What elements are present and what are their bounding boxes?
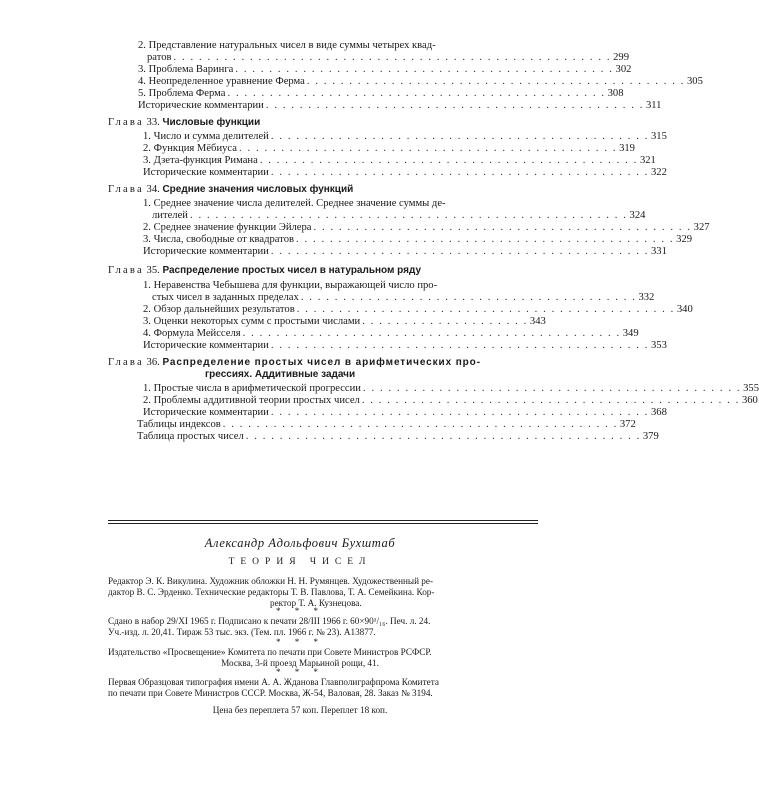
- leader-dots: . . . . . . . . . . . . . . . . . . . . . . . . . . . . . . . . . . . . . . . .: [300, 292, 637, 303]
- toc-entry: стых чисел в заданных пределах . . . . . . . . . . . . . . . . . . . . . . . . . . . . . . . . . . . . . . . . 332: [152, 292, 655, 303]
- page-number: 315: [650, 131, 667, 142]
- leader-dots: . . . . . . . . . . . . . . . . . . . . . . . . . . . . . . . . . . . . . . . . . . . . .: [270, 407, 649, 418]
- leader-dots: . . . . . . . . . . . . . . . . . . . . . . . . . . . . . . . . . . . . . . . . . . . . . . .: [245, 431, 641, 442]
- page-number: 305: [687, 76, 703, 87]
- leader-dots: . . . . . . . . . . . . . . . . . . . .: [362, 316, 528, 327]
- print-details: Уч.-изд. л. 20,41. Тираж 53 тыс. экз. (Тем. пл. 1966 г. № 23). А13877.: [108, 627, 376, 637]
- leader-dots: . . . . . . . . . . . . . . . . . . . . . . . . . . . . . . . . . . . . . . . . . . . . . . . . . . . .: [173, 52, 612, 63]
- toc-entry: Исторические комментарии . . . . . . . . . . . . . . . . . . . . . . . . . . . . . . . . . . . . . . . . . . . . . 331: [143, 246, 667, 257]
- book-title: ТЕОРИЯ ЧИСЕЛ: [228, 557, 372, 567]
- editors-credit: Редактор Э. К. Викулина. Художник обложки Н. Н. Румянцев. Художественный ре-: [108, 576, 434, 586]
- leader-dots: . . . . . . . . . . . . . . . . . . . . . . . . . . . . . . . . . . . . . . . . . . . . .: [362, 383, 742, 394]
- separator-stars: * * *: [276, 637, 324, 647]
- page-number: 340: [676, 304, 693, 315]
- publisher-info: Издательство «Просвещение» Комитета по печати при Совете Министров РСФСР.: [108, 647, 432, 657]
- page-number: 322: [650, 167, 667, 178]
- chapter-heading: Глава 35. Распределение простых чисел в натуральном ряду: [108, 265, 422, 276]
- leader-dots: . . . . . . . . . . . . . . . . . . . . . . . . . . . . . . . . . . . . . . . . . . . . .: [313, 222, 692, 233]
- leader-dots: . . . . . . . . . . . . . . . . . . . . . . . . . . . . . . . . . . . . . . . . . . . . .: [270, 246, 649, 257]
- price-info: Цена без переплета 57 коп. Переплет 18 коп.: [212, 705, 388, 715]
- page-number: 332: [638, 292, 655, 303]
- page-number: 324: [629, 210, 646, 221]
- toc-entry: Исторические комментарии . . . . . . . . . . . . . . . . . . . . . . . . . . . . . . . . . . . . . . . . . . . . . 311: [138, 100, 662, 111]
- toc-entry: ратов . . . . . . . . . . . . . . . . . . . . . . . . . . . . . . . . . . . . . . . . . . . . . . . . . . . . 299: [147, 52, 629, 63]
- print-details: Сдано в набор 29/XI 1965 г. Подписано к печати 28/III 1966 г. 60×90¹/₁₆. Печ. л. 24.: [108, 616, 431, 626]
- leader-dots: . . . . . . . . . . . . . . . . . . . . . . . . . . . . . . . . . . . . . . . . . . . . . . . . . . . .: [189, 210, 628, 221]
- toc-entry: 1. Неравенства Чебышева для функции, выражающей число про-: [143, 280, 438, 291]
- separator-stars: * * *: [276, 667, 324, 677]
- toc-entry: лителей . . . . . . . . . . . . . . . . . . . . . . . . . . . . . . . . . . . . . . . . . . . . . . . . . . . . 324: [152, 210, 646, 221]
- toc-entry: 2. Обзор дальнейших результатов . . . . . . . . . . . . . . . . . . . . . . . . . . . . . . . . . . . . . . . . . . . . . 340: [143, 304, 693, 315]
- page-number: 321: [639, 155, 656, 166]
- leader-dots: . . . . . . . . . . . . . . . . . . . . . . . . . . . . . . . . . . . . . . . . . . . . .: [242, 328, 621, 339]
- printer-info: по печати при Совете Министров СССР. Москва, Ж-54, Валовая, 28. Заказ № 3194.: [108, 688, 433, 698]
- separator-stars: * * *: [276, 606, 324, 616]
- toc-entry: 4. Формула Мейсселя . . . . . . . . . . . . . . . . . . . . . . . . . . . . . . . . . . . . . . . . . . . . . 349: [143, 328, 639, 339]
- page-number: 311: [645, 100, 662, 111]
- page-number: 308: [607, 88, 624, 99]
- chapter-heading-continuation: грессиях. Аддитивные задачи: [205, 369, 356, 380]
- page-number: 368: [650, 407, 667, 418]
- toc-entry: Таблица простых чисел . . . . . . . . . . . . . . . . . . . . . . . . . . . . . . . . . . . . . . . . . . . . . . . 379: [137, 431, 659, 442]
- toc-entry: 2. Функция Мёбиуса . . . . . . . . . . . . . . . . . . . . . . . . . . . . . . . . . . . . . . . . . . . . . 319: [143, 143, 635, 154]
- toc-entry: 2. Проблемы аддитивной теории простых чисел . . . . . . . . . . . . . . . . . . . . . . . . . . . . . . . . . . . . . . . . . . . . . 360: [143, 395, 758, 406]
- page-number: 360: [741, 395, 758, 406]
- toc-entry: 1. Среднее значение числа делителей. Среднее значение суммы де-: [143, 198, 446, 209]
- toc-entry: 2. Среднее значение функции Эйлера . . . . . . . . . . . . . . . . . . . . . . . . . . . . . . . . . . . . . . . . . . . . . 327: [143, 222, 710, 233]
- leader-dots: . . . . . . . . . . . . . . . . . . . . . . . . . . . . . . . . . . . . . . . . . . . . .: [235, 64, 614, 75]
- toc-entry: 3. Дзета-функция Римана . . . . . . . . . . . . . . . . . . . . . . . . . . . . . . . . . . . . . . . . . . . . . 321: [143, 155, 656, 166]
- leader-dots: . . . . . . . . . . . . . . . . . . . . . . . . . . . . . . . . . . . . . . . . . . . . .: [296, 234, 675, 245]
- page-number: 302: [615, 64, 632, 75]
- page-number: 372: [619, 419, 636, 430]
- divider-rule: [108, 523, 538, 524]
- chapter-heading: Глава 33. Числовые функции: [108, 117, 261, 128]
- chapter-heading: Глава 34. Средние значения числовых функций: [108, 184, 354, 195]
- page-number: 343: [529, 316, 546, 327]
- toc-entry: Исторические комментарии . . . . . . . . . . . . . . . . . . . . . . . . . . . . . . . . . . . . . . . . . . . . . 368: [143, 407, 667, 418]
- leader-dots: . . . . . . . . . . . . . . . . . . . . . . . . . . . . . . . . . . . . . . . . . . . . .: [227, 88, 606, 99]
- leader-dots: . . . . . . . . . . . . . . . . . . . . . . . . . . . . . . . . . . . . . . . . . . . . .: [238, 143, 618, 154]
- editors-credit: дактор В. С. Эрденко. Технические редакторы Т. В. Павлова, Т. А. Семейкина. Кор-: [108, 587, 435, 597]
- leader-dots: . . . . . . . . . . . . . . . . . . . . . . . . . . . . . . . . . . . . . . . . . . . . .: [306, 76, 685, 87]
- toc-entry: Исторические комментарии . . . . . . . . . . . . . . . . . . . . . . . . . . . . . . . . . . . . . . . . . . . . . 322: [143, 167, 667, 178]
- page-number: 329: [676, 234, 693, 245]
- toc-entry: 4. Неопределенное уравнение Ферма . . . . . . . . . . . . . . . . . . . . . . . . . . . . . . . . . . . . . . . . . . . . . 305: [138, 76, 703, 87]
- toc-entry: 3. Числа, свободные от квадратов . . . . . . . . . . . . . . . . . . . . . . . . . . . . . . . . . . . . . . . . . . . . . 329: [143, 234, 693, 245]
- page-number: 379: [642, 431, 659, 442]
- leader-dots: . . . . . . . . . . . . . . . . . . . . . . . . . . . . . . . . . . . . . . . . . . . . .: [265, 100, 644, 111]
- page-number: 299: [613, 52, 629, 63]
- publisher-info: Москва, 3-й проезд Марьиной рощи, 41.: [221, 658, 379, 668]
- toc-entry: 1. Число и сумма делителей . . . . . . . . . . . . . . . . . . . . . . . . . . . . . . . . . . . . . . . . . . . . . 315: [143, 131, 667, 142]
- leader-dots: . . . . . . . . . . . . . . . . . . . . . . . . . . . . . . . . . . . . . . . . . . . . .: [270, 131, 649, 142]
- page-number: 331: [650, 246, 667, 257]
- leader-dots: . . . . . . . . . . . . . . . . . . . . . . . . . . . . . . . . . . . . . . . . . . . . .: [259, 155, 638, 166]
- leader-dots: . . . . . . . . . . . . . . . . . . . . . . . . . . . . . . . . . . . . . . . . . . . . .: [296, 304, 675, 315]
- page-number: 319: [619, 143, 635, 154]
- toc-entry: Исторические комментарии . . . . . . . . . . . . . . . . . . . . . . . . . . . . . . . . . . . . . . . . . . . . . 353: [143, 340, 667, 351]
- toc-entry: 1. Простые числа в арифметической прогрессии . . . . . . . . . . . . . . . . . . . . . . . . . . . . . . . . . . . . . . . . . . . . . 355: [143, 383, 759, 394]
- chapter-heading: Глава 36. Распределение простых чисел в арифметических про-: [108, 357, 481, 368]
- toc-entry: 5. Проблема Ферма . . . . . . . . . . . . . . . . . . . . . . . . . . . . . . . . . . . . . . . . . . . . . 308: [138, 88, 624, 99]
- page-number: 355: [743, 383, 759, 394]
- leader-dots: . . . . . . . . . . . . . . . . . . . . . . . . . . . . . . . . . . . . . . . . . . . . . . .: [222, 419, 618, 430]
- leader-dots: . . . . . . . . . . . . . . . . . . . . . . . . . . . . . . . . . . . . . . . . . . . . .: [270, 167, 649, 178]
- divider-rule: [108, 520, 538, 521]
- toc-entry: 3. Оценки некоторых сумм с простыми числами . . . . . . . . . . . . . . . . . . . . 343: [143, 316, 546, 327]
- leader-dots: . . . . . . . . . . . . . . . . . . . . . . . . . . . . . . . . . . . . . . . . . . . . .: [361, 395, 740, 406]
- page-number: 349: [622, 328, 639, 339]
- printer-info: Первая Образцовая типография имени А. А. Жданова Главполиграфпрома Комитета: [108, 677, 439, 687]
- page-number: 353: [650, 340, 667, 351]
- toc-entry: Таблицы индексов . . . . . . . . . . . . . . . . . . . . . . . . . . . . . . . . . . . . . . . . . . . . . . . 372: [137, 419, 636, 430]
- toc-entry: 2. Представление натуральных чисел в виде суммы четырех квад-: [138, 40, 436, 51]
- page-number: 327: [693, 222, 710, 233]
- leader-dots: . . . . . . . . . . . . . . . . . . . . . . . . . . . . . . . . . . . . . . . . . . . . .: [270, 340, 649, 351]
- editors-credit: ректор Т. А. Кузнецова.: [270, 598, 362, 608]
- author-name: Александр Адольфович Бухштаб: [204, 536, 396, 550]
- toc-entry: 3. Проблема Варинга . . . . . . . . . . . . . . . . . . . . . . . . . . . . . . . . . . . . . . . . . . . . . 302: [138, 64, 632, 75]
